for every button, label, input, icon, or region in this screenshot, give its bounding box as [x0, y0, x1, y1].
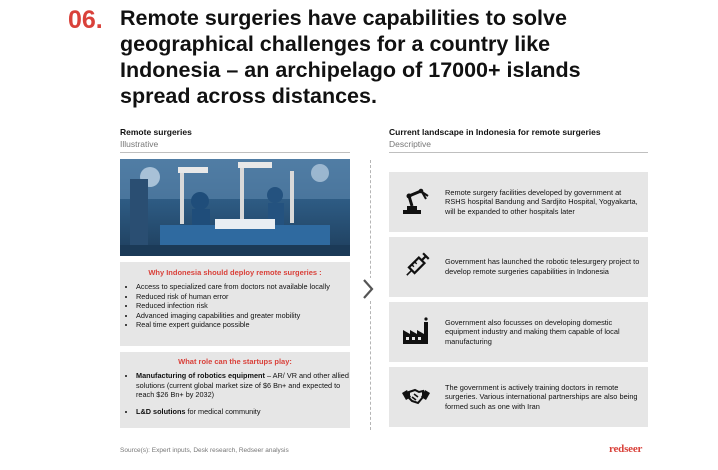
syringe-icon: [401, 251, 431, 281]
left-subheading: Illustrative: [120, 139, 159, 149]
why-title: Why Indonesia should deploy remote surgeries :: [148, 268, 322, 277]
role-title: What role can the startups play:: [178, 357, 292, 366]
handshake-icon: [401, 381, 431, 411]
role-item-text: for medical community: [185, 406, 261, 416]
list-item: • Real time expert guidance possible: [136, 320, 350, 330]
role-item-bold: Manufacturing of robotics equipment: [136, 371, 265, 380]
robot-arm-icon: [401, 186, 431, 216]
redseer-logo: redseer: [609, 443, 643, 455]
right-heading: Current landscape in Indonesia for remote surgeries: [389, 127, 601, 137]
landscape-card: [389, 367, 648, 427]
card-text: Government has launched the robotic telesurgery project to develop remote surgeries capabilities in Indonesia: [445, 257, 640, 276]
surgery-robot-photo: [120, 159, 350, 256]
card-text: The government is actively training doctors in remote surgeries. Various international partnerships are also being formed such as one with Iran: [445, 382, 638, 411]
list-item: • Access to specialized care from doctors not available locally: [136, 282, 350, 292]
list-item: • Advanced imaging capabilities and greater mobility: [136, 311, 350, 321]
role-item-text: – AR/ VR and other allied solutions (current global market size of $6 Bn+ and expected to reach $26 Bn+ by 2032): [136, 371, 349, 400]
landscape-card: [389, 237, 648, 297]
card-text: Remote surgery facilities developed by government at RSHS hospital Bandung and Sardjito Hospital, Yogyakarta, will be expanded to other hospitals later: [445, 187, 638, 216]
role-list: [120, 371, 350, 416]
list-item: • Reduced risk of human error: [136, 292, 350, 302]
landscape-card: [389, 172, 648, 232]
role-panel: [120, 352, 350, 428]
right-subheading: Descriptive: [389, 139, 432, 149]
role-item-bold: L&D solutions: [136, 406, 186, 416]
chevron-right-icon: [361, 278, 375, 300]
list-item: [136, 371, 350, 400]
source-note: Source(s): Expert inputs, Desk research, Redseer analysis: [120, 447, 289, 454]
slide-title: Remote surgeries have capabilities to solve geographical challenges for a country like Indonesia – an archipelago of 17000+ islands spread across distances.: [120, 6, 581, 108]
left-heading-rule: [120, 152, 350, 153]
list-item: • Reduced infection risk: [136, 301, 350, 311]
why-list: [120, 282, 350, 330]
list-item: [136, 407, 350, 417]
factory-icon: [401, 316, 431, 346]
why-panel: [120, 262, 350, 346]
card-text: Government also focusses on developing domestic equipment industry and making them capable of local manufacturing: [445, 317, 620, 346]
right-heading-rule: [389, 152, 648, 153]
landscape-card: [389, 302, 648, 362]
left-heading: Remote surgeries: [120, 127, 192, 137]
slide-number: 06.: [68, 6, 103, 34]
